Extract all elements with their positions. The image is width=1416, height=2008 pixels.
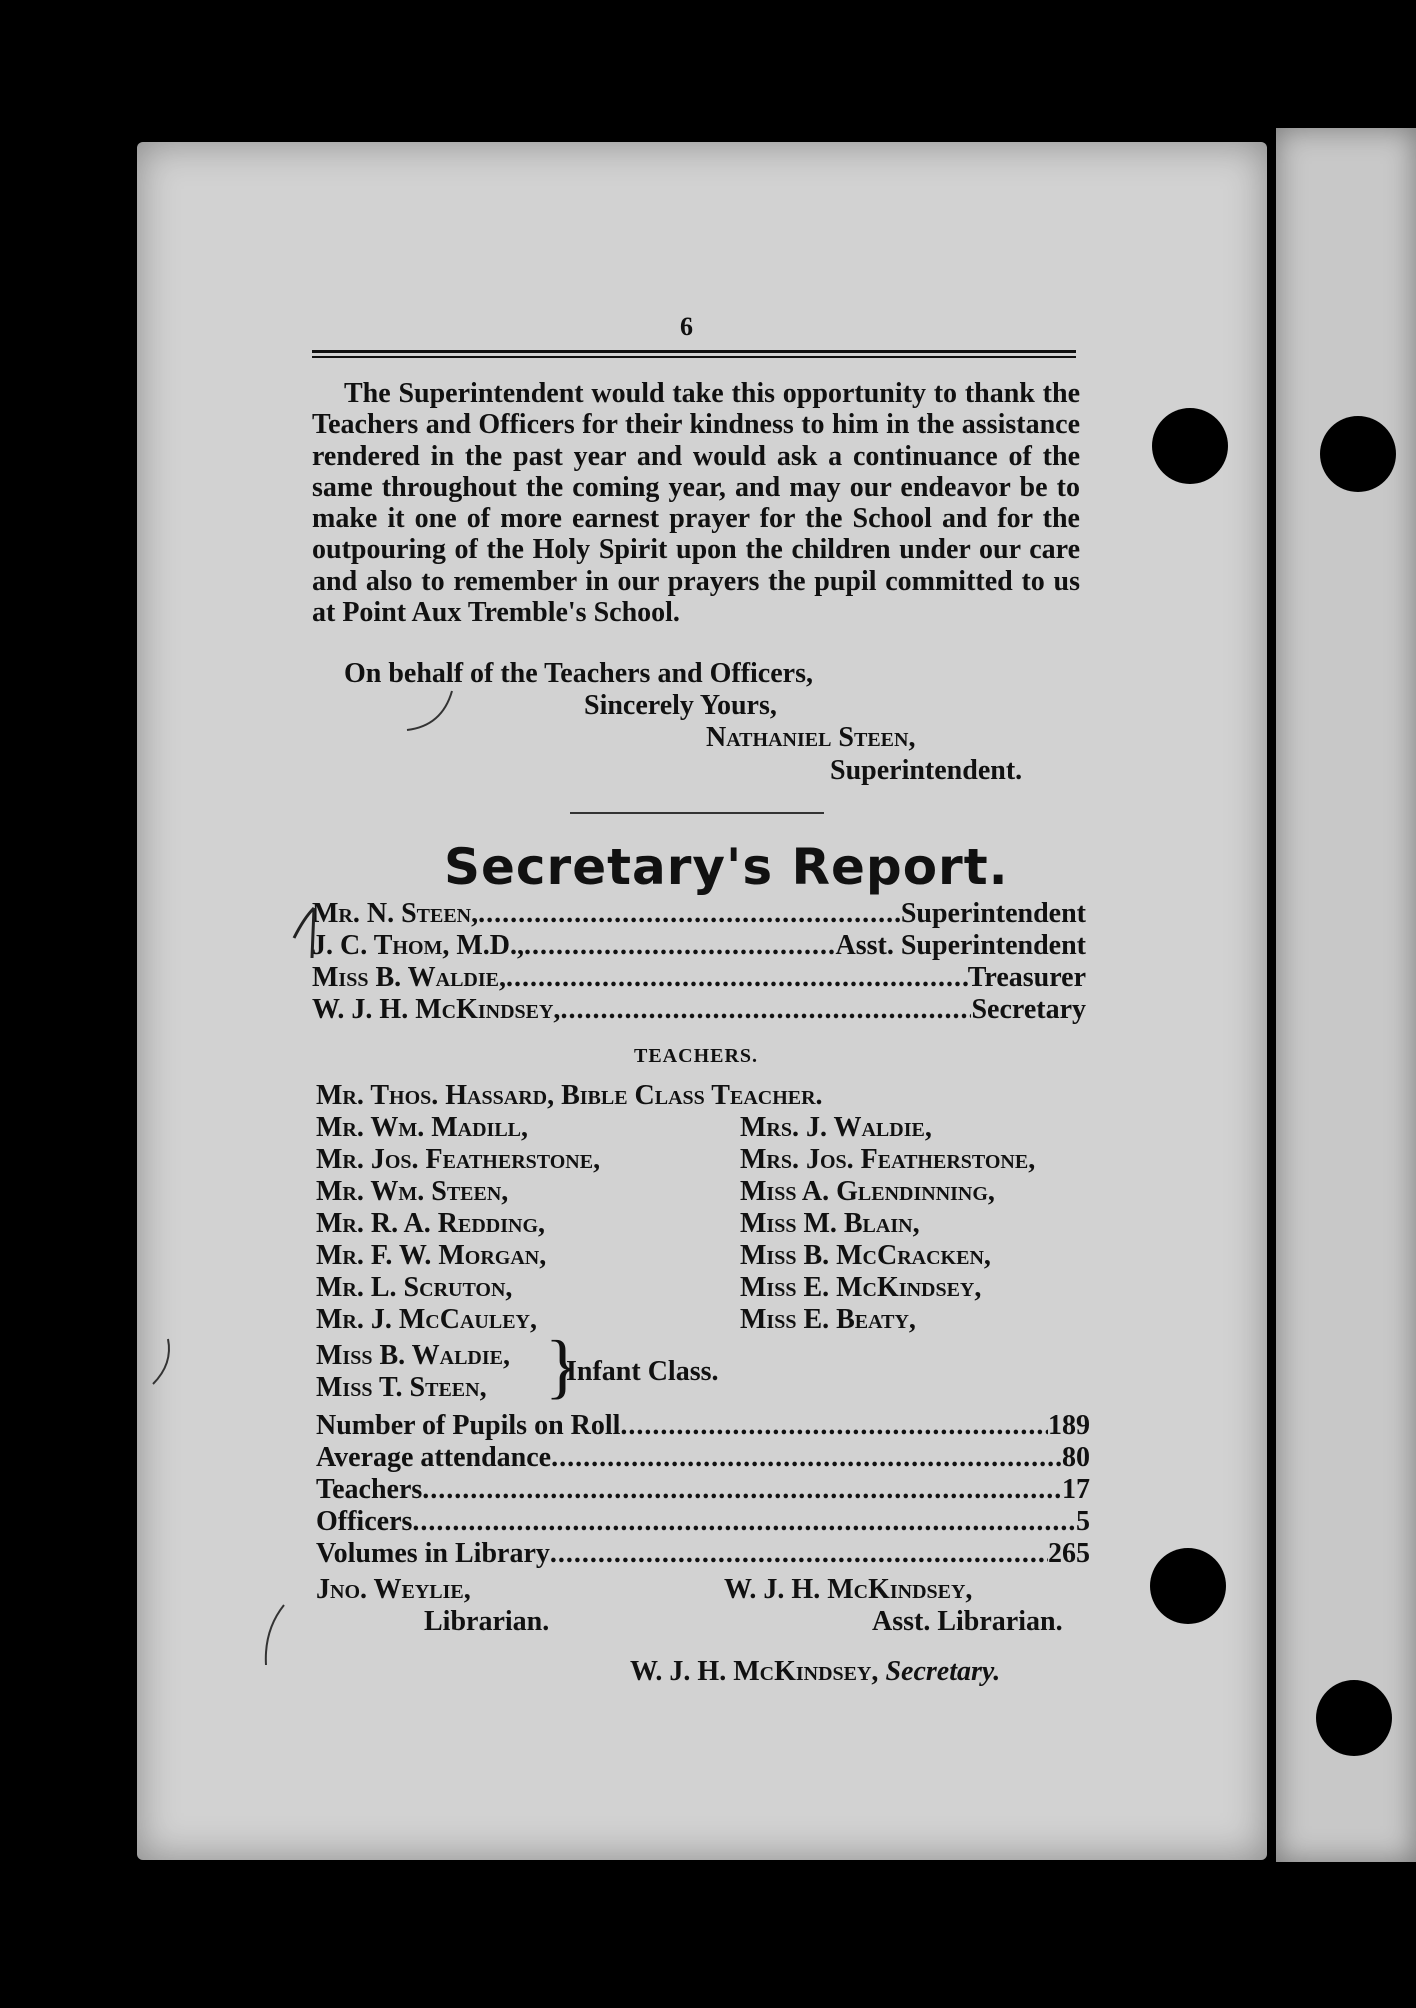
stat-value: 189 [1048,1410,1090,1441]
teacher-left: Mr. J. McCauley, [316,1304,537,1335]
section-divider [570,812,824,814]
officer-role: Treasurer [967,962,1086,993]
infant-class-teacher: Miss T. Steen, [316,1372,487,1403]
teacher-left: Mr. Wm. Madill, [316,1112,529,1143]
punch-hole [1316,1680,1392,1756]
final-signature [630,1656,1000,1688]
teacher-left: Mr. L. Scruton, [316,1272,513,1303]
leader-dots [506,962,968,994]
teacher-right: Miss E. McKindsey, [740,1272,982,1303]
bible-class-teacher: Mr. Thos. Hassard, Bible Class Teacher. [316,1080,823,1111]
signer-title: Superintendent. [830,755,1023,786]
secretary-title: Secretary. [885,1656,1001,1687]
header-rule [312,350,1076,353]
officer-role: Asst. Superintendent [835,930,1086,961]
infant-class-teacher: Miss B. Waldie, [316,1340,510,1371]
teacher-right: Miss A. Glendinning, [740,1176,995,1207]
stat-value: 265 [1048,1538,1090,1569]
teacher-left: Mr. R. A. Redding, [316,1208,545,1239]
officer-row [312,994,1086,1026]
teacher-left: Mr. Wm. Steen, [316,1176,509,1207]
pencil-mark [254,1600,294,1670]
stat-value: 80 [1062,1442,1090,1473]
officer-name: Mr. N. Steen, [312,898,479,929]
page-number: 6 [680,312,693,341]
pencil-mark [148,1334,188,1394]
stat-label: Teachers [316,1474,423,1505]
closing-salutation: Sincerely Yours, [584,690,777,721]
leader-dots [422,1474,1062,1506]
superintendent-paragraph [312,378,1080,628]
asst-librarian-name: W. J. H. McKindsey, [724,1574,973,1605]
leader-dots [412,1506,1076,1538]
officer-row [312,962,1086,994]
teacher-right: Mrs. J. Waldie, [740,1112,932,1143]
asst-librarian-title: Asst. Librarian. [872,1606,1063,1637]
punch-hole [1320,416,1396,492]
leader-dots [551,1442,1062,1474]
teacher-left: Mr. F. W. Morgan, [316,1240,547,1271]
stat-label: Number of Pupils on Roll [316,1410,621,1441]
stat-row [316,1442,1090,1474]
officer-row [312,898,1086,930]
leader-dots [478,898,901,930]
stat-row [316,1538,1090,1570]
stat-label: Officers [316,1506,413,1537]
officer-name: J. C. Thom, M.D., [312,930,525,961]
punch-hole [1150,1548,1226,1624]
officer-name: Miss B. Waldie, [312,962,506,993]
teachers-heading: TEACHERS. [634,1045,759,1067]
stat-row [316,1410,1090,1442]
brace-glyph: } [545,1326,580,1406]
signer-name: Nathaniel Steen, [706,722,916,753]
stat-label: Volumes in Library [316,1538,550,1569]
stat-value: 5 [1076,1506,1090,1537]
punch-hole [1152,408,1228,484]
officer-name: W. J. H. McKindsey, [312,994,561,1025]
librarian-name: Jno. Weylie, [316,1574,471,1605]
teacher-left: Mr. Jos. Featherstone, [316,1144,601,1175]
stat-value: 17 [1062,1474,1090,1505]
officer-role: Superintendent [900,898,1086,929]
stat-row [316,1506,1090,1538]
stat-row [316,1474,1090,1506]
leader-dots [524,930,835,962]
closing-line: On behalf of the Teachers and Officers, [344,658,813,689]
infant-class-label: Infant Class. [566,1356,719,1387]
leader-dots [550,1538,1048,1570]
stat-label: Average attendance [316,1442,552,1473]
teacher-right: Miss M. Blain, [740,1208,920,1239]
leader-dots [620,1410,1048,1442]
officer-role: Secretary [971,994,1086,1025]
report-heading: Secretary's Report. [444,838,1009,896]
pencil-mark [284,898,364,978]
librarian-title: Librarian. [424,1606,550,1637]
teacher-right: Miss E. Beaty, [740,1304,916,1335]
header-rule [312,356,1076,358]
adjacent-page [1276,128,1416,1862]
teacher-right: Miss B. McCracken, [740,1240,991,1271]
teacher-right: Mrs. Jos. Featherstone, [740,1144,1036,1175]
pencil-mark [402,686,462,736]
secretary-name: W. J. H. McKindsey, [630,1656,879,1687]
paragraph-text: The Superintendent would take this opportunity to thank the Teachers and Officers for their kindness to him in the assistance rendered in the past year and would ask a continuance of the same throughout the coming year, and may our endeavor be to make it one of more earnest prayer for the School and for the outpouring of the Holy Spirit upon the children under our care and also to remember in our prayers the pupil committed to us at Point Aux Tremble's School. [312,378,1080,629]
officer-row [312,930,1086,962]
leader-dots [560,994,971,1026]
